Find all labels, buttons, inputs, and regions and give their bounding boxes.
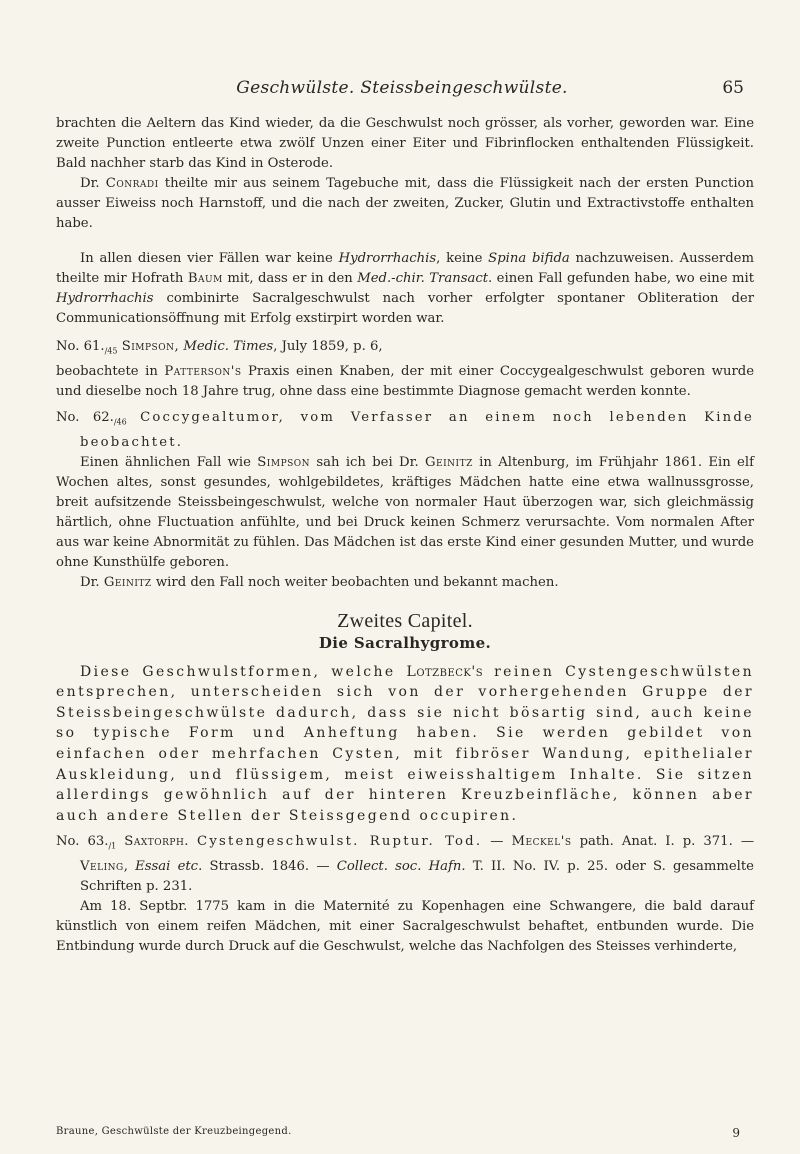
person-name: Geinitz bbox=[424, 454, 473, 470]
chapter-title: Zweites Capitel. bbox=[337, 610, 473, 633]
running-header bbox=[56, 78, 748, 102]
page-body bbox=[56, 114, 754, 957]
paragraph-continued: brachten die Aeltern das Kind wieder, da die Geschwulst noch grösser, als vorher, geworden war. Eine zweite Punction entleerte etwa zwölf Unzen einer Eiter und Fibrinflocken enthaltenden Flüssigkeit. Bald nachher starb das Kind in Osterode. bbox=[56, 116, 754, 172]
person-name: Patterson's bbox=[164, 363, 242, 379]
chapter-subtitle: Die Sacralhygrome. bbox=[318, 634, 492, 653]
page-footer bbox=[56, 1126, 740, 1142]
person-name: Baum bbox=[187, 270, 223, 286]
person-name: Simpson bbox=[257, 454, 311, 470]
spacer bbox=[56, 235, 754, 249]
case-63-heading: No. $63._{/1}$ Saxtorph. Cystengeschwulst. Ruptur. Tod. — Meckel's path. Anat. I. p. 371. — Veling, Essai etc. Strassb. 1846. — Collect. soc. Hafn. T. II. No. IV. p. 25. oder S. gesammelte Schriften p. 231. bbox=[56, 834, 755, 895]
page-number: 65 bbox=[722, 78, 744, 98]
paragraph-geinitz-followup: Dr. Geinitz wird den Fall noch weiter beobachten und bekannt machen. bbox=[80, 575, 559, 591]
case-61-body: beobachtete in Patterson's Praxis einen Knaben, der mit einer Coccygealgeschwulst geboren wurde und dieselbe noch 18 Jahre trug, ohne dass eine bestimmte Diagnose gemacht werden konnte. bbox=[56, 363, 755, 399]
paragraph-geinitz: Einen ähnlichen Fall wie Simpson sah ich bei Dr. Geinitz in Altenburg, im Frühjahr 1861. Ein elf Wochen altes, sonst gesundes, wohlgebildetes, kräftiges Mädchen hatte eine etwa wallnussgrosse, breit aufsitzende Steissbeingeschwulst, welche von normaler Haut überzogen war, sich gleichmässig härtlich, ohne Fluctuation anfühlte, und bei Druck keinen Schmerz verursachte. Vom normalen After aus war keine Abnormität zu fühlen. Das Mädchen ist das erste Kind einer gesunden Mutter, und wurde ohne Kunsthülfe geboren. bbox=[56, 454, 754, 571]
sheet-number: 9 bbox=[732, 1126, 740, 1140]
paragraph-conradi: Dr. Conradi theilte mir aus seinem Tagebuche mit, dass die Flüssigkeit nach der ersten Punction ausser Eiweiss noch Harnstoff, und die nach der zweiten, Zucker, Glutin und Extractivstoffe enthalten habe. bbox=[56, 176, 754, 232]
case-61-heading: No. $61._{/45}$ Simpson, Medic. Times, July 1859, p. 6, bbox=[56, 338, 383, 356]
chapter-intro: Diese Geschwulstformen, welche Lotzbeck's reinen Cystengeschwülsten entsprechen, unterscheiden sich von der vorhergehenden Gruppe der Steissbeingeschwülste dadurch, dass sie nicht bösartig sind, auch keine so typische Form und Anheftung haben. Sie werden gebildet von einfachen oder mehrfachen Cysten, mit fibröser Wandung, epithelialer Auskleidung, und flüssigem, meist eiweisshaltigem Inhalte. Sie sitzen allerdings gewöhnlich auf der hinteren Kreuzbeinfläche, können aber auch andere Stellen der Steissgegend occupiren. bbox=[56, 663, 754, 824]
spacer bbox=[56, 329, 754, 337]
case-62-heading: No. $62._{/46}$ Coccygealtumor, vom Verfasser an einem noch lebenden Kinde beobachtet. bbox=[56, 409, 754, 450]
signature-line: Braune, Geschwülste der Kreuzbeingegend. bbox=[56, 1126, 292, 1137]
person-name: Lotzbeck's bbox=[406, 663, 484, 680]
person-name: Geinitz bbox=[103, 575, 152, 591]
person-name: Conradi bbox=[105, 176, 159, 192]
paragraph-saxtorph: Am 18. Septbr. 1775 kam in die Maternité zu Kopenhagen eine Schwangere, die bald darauf künstlich von einem reifen Mädchen, mit einer Sacralgeschwulst behaftet, entbunden wurde. Die Entbindung wurde durch Druck auf die Geschwulst, welche das Nachfolgen des Steisses verhinderte, bbox=[56, 899, 754, 955]
running-title: Geschwülste. Steissbeingeschwülste. bbox=[236, 78, 568, 98]
paragraph-summary: In allen diesen vier Fällen war keine Hydrorrhachis, keine Spina bifida nachzuweisen. Ausserdem theilte mir Hofrath Baum mit, dass er in den Med.-chir. Transact. einen Fall gefunden habe, wo eine mit Hydrorrhachis combinirte Sacralgeschwulst nach vorher erfolgter spontaner Obliteration der Communicationsöffnung mit Erfolg exstirpirt worden war. bbox=[56, 250, 755, 326]
